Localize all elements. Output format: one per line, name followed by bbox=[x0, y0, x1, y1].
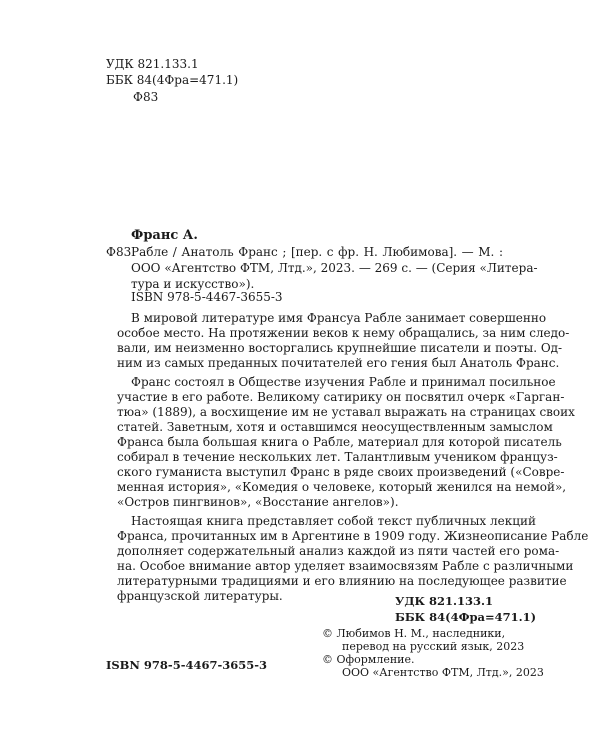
annotation-line: менная история», «Комедия о человеке, который женился на немой», bbox=[117, 480, 567, 494]
annotation-line: ним из самых преданных почитателей его гения был Анатоль Франс. bbox=[117, 356, 560, 370]
footer-codes bbox=[395, 593, 536, 625]
udk-code: УДК 821.133.1 bbox=[106, 57, 199, 71]
isbn-entry: ISBN 978-5-4467-3655-3 bbox=[131, 290, 283, 304]
biblio-line: Рабле / Анатоль Франс ; [пер. с фр. Н. Любимова]. — М. : bbox=[131, 245, 503, 259]
annotation-line: Франса, прочитанных им в Аргентине в 1909 году. Жизнеописание Рабле bbox=[117, 529, 589, 543]
copyright-line: © Оформление. bbox=[322, 653, 415, 666]
annotation-line: собирал в течение нескольких лет. Талантливым учеником француз- bbox=[117, 450, 558, 464]
annotation-line: «Остров пингвинов», «Восстание ангелов»). bbox=[117, 495, 399, 509]
footer-udk: УДК 821.133.1 bbox=[395, 594, 494, 608]
biblio-line: тура и искусство»). bbox=[131, 277, 255, 291]
bibliographic-description bbox=[131, 244, 538, 292]
copyright-block bbox=[322, 627, 544, 679]
biblio-line: ООО «Агентство ФТМ, Лтд.», 2023. — 269 с. — (Серия «Литера- bbox=[131, 261, 538, 275]
annotation-line: дополняет содержательный анализ каждой из пяти частей его рома- bbox=[117, 544, 560, 558]
annotation-line: тюа» (1889), а восхищение им не уставал выражать на страницах своих bbox=[117, 405, 575, 419]
annotation-line: ского гуманиста выступил Франс в ряде своих произведений («Совре- bbox=[117, 465, 565, 479]
author-sign-entry: Ф83 bbox=[106, 245, 132, 259]
annotation-line: статей. Заветным, хотя и оставшимся неосуществленным замыслом bbox=[117, 420, 553, 434]
annotation-line: вали, им неизменно восторгались крупнейшие писатели и поэты. Од- bbox=[117, 341, 563, 355]
annotation-line: французской литературы. bbox=[117, 589, 283, 603]
author-sign: Ф83 bbox=[133, 90, 159, 104]
bbk-code: ББК 84(4Фра=471.1) bbox=[106, 73, 239, 87]
annotation-line: Франс состоял в Обществе изучения Рабле и принимал посильное bbox=[131, 375, 556, 389]
copyright-line: © Любимов Н. М., наследники, bbox=[322, 627, 506, 640]
annotation-line: на. Особое внимание автор уделяет взаимосвязям Рабле с различными bbox=[117, 559, 574, 573]
isbn-footer: ISBN 978-5-4467-3655-3 bbox=[106, 658, 268, 672]
annotation-line: участие в его работе. Великому сатирику он посвятил очерк «Гарган- bbox=[117, 390, 565, 404]
author-name: Франс А. bbox=[131, 228, 198, 243]
footer-bbk: ББК 84(4Фра=471.1) bbox=[395, 610, 537, 624]
copyright-line: перевод на русский язык, 2023 bbox=[342, 640, 525, 653]
annotation bbox=[117, 307, 589, 608]
annotation-line: В мировой литературе имя Франсуа Рабле занимает совершенно bbox=[131, 311, 547, 325]
annotation-line: Франса была большая книга о Рабле, материал для которой писатель bbox=[117, 435, 562, 449]
copyright-line: ООО «Агентство ФТМ, Лтд.», 2023 bbox=[342, 666, 544, 679]
annotation-line: особое место. На протяжении веков к нему обращались, за ним следо- bbox=[117, 326, 570, 340]
annotation-line: Настоящая книга представляет собой текст публичных лекций bbox=[131, 514, 536, 528]
annotation-line: литературными традициями и его влиянию на последующее развитие bbox=[117, 574, 567, 588]
